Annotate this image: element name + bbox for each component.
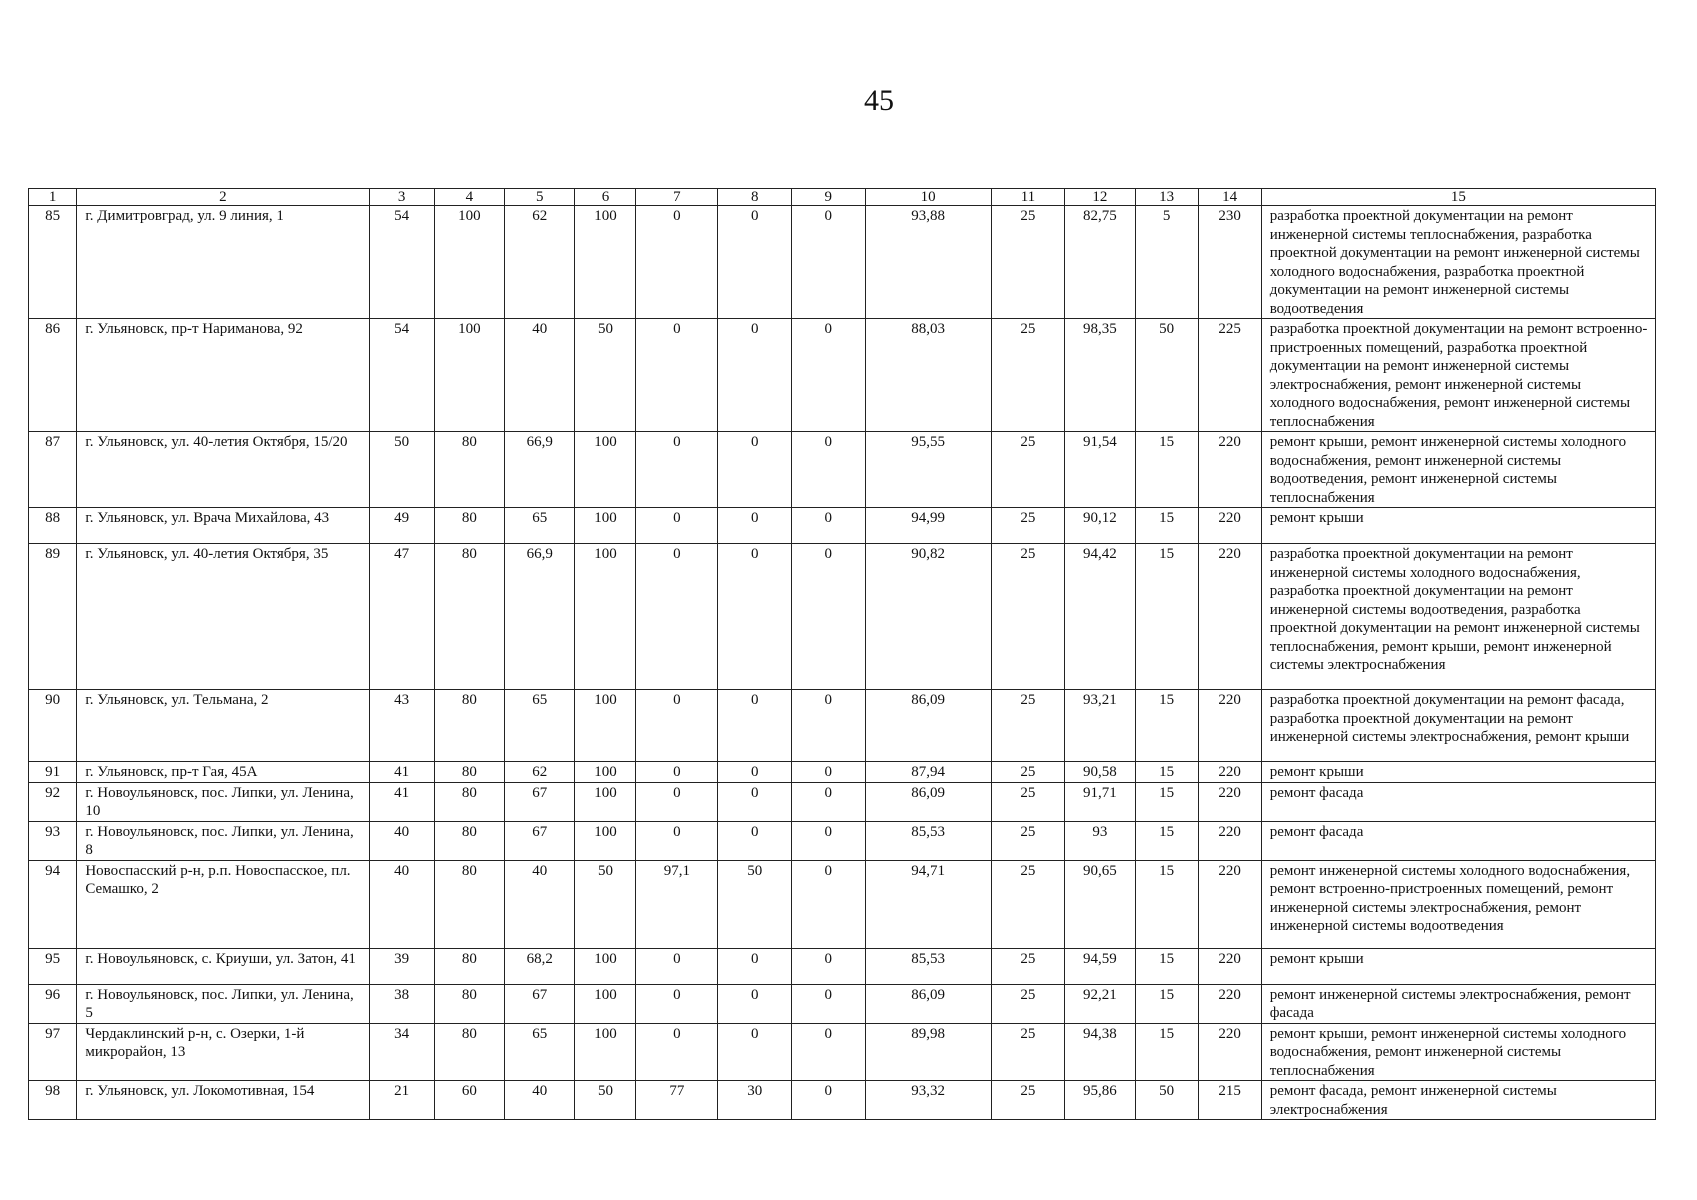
cell-c10: 93,32: [865, 1081, 991, 1120]
cell-c5: 66,9: [505, 544, 575, 690]
cell-works: ремонт инженерной системы холодного водоснабжения, ремонт встроенно-пристроенных помещений, ремонт инженерной системы электроснабжения, ремонт инженерной системы водоотведения: [1261, 860, 1655, 948]
cell-c14: 230: [1198, 206, 1261, 319]
column-header-7: 7: [636, 189, 718, 206]
cell-c8: 0: [718, 1023, 792, 1081]
cell-c10: 94,99: [865, 508, 991, 544]
cell-c11: 25: [991, 821, 1065, 860]
cell-c7: 0: [636, 206, 718, 319]
cell-c9: 0: [791, 762, 865, 783]
cell-c6: 50: [575, 319, 636, 432]
cell-c13: 15: [1135, 508, 1198, 544]
cell-c11: 25: [991, 544, 1065, 690]
cell-c13: 15: [1135, 1023, 1198, 1081]
cell-c13: 15: [1135, 782, 1198, 821]
cell-address: г. Ульяновск, ул. Врача Михайлова, 43: [77, 508, 369, 544]
cell-c14: 220: [1198, 821, 1261, 860]
cell-c9: 0: [791, 782, 865, 821]
cell-c5: 67: [505, 984, 575, 1023]
cell-c9: 0: [791, 508, 865, 544]
cell-row-number: 94: [29, 860, 77, 948]
header-row: [29, 189, 1656, 206]
cell-c3: 41: [369, 762, 434, 783]
cell-c9: 0: [791, 206, 865, 319]
cell-c3: 54: [369, 319, 434, 432]
cell-c11: 25: [991, 1023, 1065, 1081]
cell-c6: 100: [575, 948, 636, 984]
cell-c8: 0: [718, 984, 792, 1023]
column-header-15: 15: [1261, 189, 1655, 206]
cell-c13: 5: [1135, 206, 1198, 319]
cell-c11: 25: [991, 432, 1065, 508]
cell-works: ремонт крыши: [1261, 508, 1655, 544]
column-header-2: 2: [77, 189, 369, 206]
cell-address: г. Ульяновск, ул. 40-летия Октября, 15/20: [77, 432, 369, 508]
cell-c8: 0: [718, 782, 792, 821]
cell-c11: 25: [991, 690, 1065, 762]
cell-row-number: 96: [29, 984, 77, 1023]
cell-c4: 80: [434, 782, 504, 821]
cell-works: разработка проектной документации на ремонт инженерной системы холодного водоснабжения, разработка проектной документации на ремонт инженерной системы водоотведения, разработка проектной документации на ремонт инженерной системы теплоснабжения, ремонт крыши, ремонт инженерной системы электроснабжения: [1261, 544, 1655, 690]
table-row: [29, 1023, 1656, 1081]
cell-c10: 87,94: [865, 762, 991, 783]
cell-c13: 15: [1135, 821, 1198, 860]
cell-c9: 0: [791, 821, 865, 860]
cell-c4: 80: [434, 984, 504, 1023]
cell-c3: 41: [369, 782, 434, 821]
column-header-4: 4: [434, 189, 504, 206]
cell-c6: 50: [575, 1081, 636, 1120]
data-table: [28, 188, 1656, 1120]
cell-c13: 15: [1135, 432, 1198, 508]
cell-address: г. Ульяновск, ул. Тельмана, 2: [77, 690, 369, 762]
cell-c7: 0: [636, 782, 718, 821]
cell-c13: 50: [1135, 1081, 1198, 1120]
cell-c4: 80: [434, 508, 504, 544]
cell-c3: 50: [369, 432, 434, 508]
cell-c3: 40: [369, 860, 434, 948]
cell-c8: 0: [718, 821, 792, 860]
cell-c3: 39: [369, 948, 434, 984]
cell-c5: 62: [505, 206, 575, 319]
cell-c12: 90,58: [1065, 762, 1135, 783]
cell-c5: 66,9: [505, 432, 575, 508]
cell-address: Чердаклинский р-н, с. Озерки, 1-й микрорайон, 13: [77, 1023, 369, 1081]
cell-row-number: 89: [29, 544, 77, 690]
cell-c6: 50: [575, 860, 636, 948]
cell-works: разработка проектной документации на ремонт встроенно-пристроенных помещений, разработка проектной документации на ремонт инженерной системы электроснабжения, ремонт инженерной системы холодного водоснабжения, ремонт инженерной системы теплоснабжения: [1261, 319, 1655, 432]
cell-c3: 47: [369, 544, 434, 690]
cell-c12: 93: [1065, 821, 1135, 860]
cell-c10: 95,55: [865, 432, 991, 508]
cell-address: г. Ульяновск, ул. Локомотивная, 154: [77, 1081, 369, 1120]
cell-c14: 220: [1198, 782, 1261, 821]
cell-row-number: 86: [29, 319, 77, 432]
column-header-8: 8: [718, 189, 792, 206]
cell-c6: 100: [575, 782, 636, 821]
table-row: [29, 508, 1656, 544]
cell-c11: 25: [991, 206, 1065, 319]
cell-c5: 40: [505, 1081, 575, 1120]
cell-c11: 25: [991, 508, 1065, 544]
cell-c13: 15: [1135, 984, 1198, 1023]
cell-c8: 0: [718, 762, 792, 783]
column-header-12: 12: [1065, 189, 1135, 206]
cell-c10: 85,53: [865, 948, 991, 984]
cell-c10: 86,09: [865, 690, 991, 762]
cell-address: г. Новоульяновск, с. Криуши, ул. Затон, 41: [77, 948, 369, 984]
cell-c7: 0: [636, 319, 718, 432]
cell-c11: 25: [991, 319, 1065, 432]
cell-c7: 0: [636, 762, 718, 783]
cell-c11: 25: [991, 762, 1065, 783]
cell-c9: 0: [791, 1081, 865, 1120]
cell-c12: 91,54: [1065, 432, 1135, 508]
cell-c5: 40: [505, 860, 575, 948]
cell-c11: 25: [991, 782, 1065, 821]
cell-c7: 0: [636, 1023, 718, 1081]
cell-c11: 25: [991, 984, 1065, 1023]
cell-c5: 68,2: [505, 948, 575, 984]
cell-c8: 0: [718, 206, 792, 319]
cell-c10: 85,53: [865, 821, 991, 860]
cell-c13: 15: [1135, 690, 1198, 762]
cell-c7: 77: [636, 1081, 718, 1120]
column-header-1: 1: [29, 189, 77, 206]
cell-c12: 91,71: [1065, 782, 1135, 821]
cell-c14: 225: [1198, 319, 1261, 432]
cell-row-number: 98: [29, 1081, 77, 1120]
cell-c6: 100: [575, 762, 636, 783]
cell-c3: 38: [369, 984, 434, 1023]
data-table-container: [28, 188, 1656, 1120]
cell-c4: 60: [434, 1081, 504, 1120]
table-row: [29, 821, 1656, 860]
cell-c5: 65: [505, 690, 575, 762]
cell-c7: 0: [636, 948, 718, 984]
cell-c12: 94,59: [1065, 948, 1135, 984]
cell-c14: 220: [1198, 1023, 1261, 1081]
cell-address: г. Ульяновск, пр-т Нариманова, 92: [77, 319, 369, 432]
cell-c12: 92,21: [1065, 984, 1135, 1023]
cell-c10: 86,09: [865, 984, 991, 1023]
table-row: [29, 319, 1656, 432]
cell-c12: 90,65: [1065, 860, 1135, 948]
cell-c6: 100: [575, 821, 636, 860]
cell-address: г. Ульяновск, ул. 40-летия Октября, 35: [77, 544, 369, 690]
cell-c10: 93,88: [865, 206, 991, 319]
cell-row-number: 85: [29, 206, 77, 319]
cell-row-number: 95: [29, 948, 77, 984]
cell-c14: 220: [1198, 762, 1261, 783]
table-row: [29, 762, 1656, 783]
cell-row-number: 92: [29, 782, 77, 821]
cell-works: ремонт фасада, ремонт инженерной системы электроснабжения: [1261, 1081, 1655, 1120]
cell-c14: 220: [1198, 432, 1261, 508]
column-header-5: 5: [505, 189, 575, 206]
cell-c13: 15: [1135, 948, 1198, 984]
cell-c11: 25: [991, 948, 1065, 984]
page-number: 45: [864, 84, 894, 117]
cell-c14: 220: [1198, 948, 1261, 984]
cell-c7: 0: [636, 508, 718, 544]
cell-c10: 94,71: [865, 860, 991, 948]
cell-c12: 98,35: [1065, 319, 1135, 432]
table-row: [29, 544, 1656, 690]
cell-c14: 220: [1198, 690, 1261, 762]
cell-c12: 82,75: [1065, 206, 1135, 319]
cell-row-number: 87: [29, 432, 77, 508]
cell-c7: 0: [636, 690, 718, 762]
cell-c8: 0: [718, 690, 792, 762]
cell-works: ремонт крыши: [1261, 762, 1655, 783]
column-header-6: 6: [575, 189, 636, 206]
column-header-3: 3: [369, 189, 434, 206]
cell-c5: 67: [505, 821, 575, 860]
cell-c14: 220: [1198, 544, 1261, 690]
cell-c4: 80: [434, 432, 504, 508]
cell-c4: 80: [434, 860, 504, 948]
cell-c3: 49: [369, 508, 434, 544]
cell-c3: 40: [369, 821, 434, 860]
cell-c4: 80: [434, 948, 504, 984]
table-row: [29, 860, 1656, 948]
cell-c3: 34: [369, 1023, 434, 1081]
cell-c9: 0: [791, 948, 865, 984]
cell-c4: 80: [434, 690, 504, 762]
cell-c4: 100: [434, 206, 504, 319]
table-row: [29, 984, 1656, 1023]
cell-row-number: 88: [29, 508, 77, 544]
cell-c6: 100: [575, 690, 636, 762]
cell-works: ремонт фасада: [1261, 782, 1655, 821]
cell-c11: 25: [991, 1081, 1065, 1120]
cell-c9: 0: [791, 860, 865, 948]
table-header: [29, 189, 1656, 206]
cell-c8: 0: [718, 432, 792, 508]
cell-c9: 0: [791, 544, 865, 690]
cell-c10: 90,82: [865, 544, 991, 690]
cell-c6: 100: [575, 432, 636, 508]
column-header-14: 14: [1198, 189, 1261, 206]
cell-works: ремонт крыши: [1261, 948, 1655, 984]
cell-c3: 54: [369, 206, 434, 319]
cell-c12: 90,12: [1065, 508, 1135, 544]
column-header-10: 10: [865, 189, 991, 206]
table-body: [29, 206, 1656, 1120]
cell-c6: 100: [575, 206, 636, 319]
cell-c14: 220: [1198, 508, 1261, 544]
cell-address: г. Новоульяновск, пос. Липки, ул. Ленина, 10: [77, 782, 369, 821]
table-row: [29, 690, 1656, 762]
cell-address: г. Новоульяновск, пос. Липки, ул. Ленина, 5: [77, 984, 369, 1023]
cell-c11: 25: [991, 860, 1065, 948]
table-row: [29, 782, 1656, 821]
cell-c6: 100: [575, 1023, 636, 1081]
table-row: [29, 432, 1656, 508]
cell-c4: 80: [434, 762, 504, 783]
cell-address: Новоспасский р-н, р.п. Новоспасское, пл. Семашко, 2: [77, 860, 369, 948]
cell-c5: 65: [505, 1023, 575, 1081]
cell-address: г. Ульяновск, пр-т Гая, 45А: [77, 762, 369, 783]
cell-c12: 94,38: [1065, 1023, 1135, 1081]
cell-c9: 0: [791, 432, 865, 508]
cell-c4: 80: [434, 1023, 504, 1081]
cell-c7: 97,1: [636, 860, 718, 948]
cell-c13: 50: [1135, 319, 1198, 432]
cell-row-number: 93: [29, 821, 77, 860]
cell-address: г. Новоульяновск, пос. Липки, ул. Ленина, 8: [77, 821, 369, 860]
table-row: [29, 1081, 1656, 1120]
cell-c10: 88,03: [865, 319, 991, 432]
cell-c14: 220: [1198, 984, 1261, 1023]
cell-works: ремонт фасада: [1261, 821, 1655, 860]
cell-c6: 100: [575, 544, 636, 690]
cell-c5: 40: [505, 319, 575, 432]
cell-c8: 0: [718, 544, 792, 690]
cell-address: г. Димитровград, ул. 9 линия, 1: [77, 206, 369, 319]
cell-c9: 0: [791, 984, 865, 1023]
cell-c8: 50: [718, 860, 792, 948]
cell-c8: 0: [718, 948, 792, 984]
cell-works: разработка проектной документации на ремонт инженерной системы теплоснабжения, разработка проектной документации на ремонт инженерной системы холодного водоснабжения, разработка проектной документации на ремонт инженерной системы водоотведения: [1261, 206, 1655, 319]
cell-c7: 0: [636, 984, 718, 1023]
cell-c13: 15: [1135, 544, 1198, 690]
cell-c10: 86,09: [865, 782, 991, 821]
cell-c9: 0: [791, 319, 865, 432]
cell-c13: 15: [1135, 762, 1198, 783]
cell-works: ремонт крыши, ремонт инженерной системы холодного водоснабжения, ремонт инженерной системы водоотведения, ремонт инженерной системы теплоснабжения: [1261, 432, 1655, 508]
cell-c6: 100: [575, 508, 636, 544]
cell-works: ремонт инженерной системы электроснабжения, ремонт фасада: [1261, 984, 1655, 1023]
cell-c12: 95,86: [1065, 1081, 1135, 1120]
cell-c7: 0: [636, 821, 718, 860]
cell-row-number: 97: [29, 1023, 77, 1081]
cell-c10: 89,98: [865, 1023, 991, 1081]
cell-works: разработка проектной документации на ремонт фасада, разработка проектной документации на ремонт инженерной системы электроснабжения, ремонт крыши: [1261, 690, 1655, 762]
cell-c14: 215: [1198, 1081, 1261, 1120]
cell-c8: 0: [718, 508, 792, 544]
cell-c5: 62: [505, 762, 575, 783]
cell-c14: 220: [1198, 860, 1261, 948]
cell-c7: 0: [636, 544, 718, 690]
column-header-9: 9: [791, 189, 865, 206]
cell-c13: 15: [1135, 860, 1198, 948]
cell-c3: 43: [369, 690, 434, 762]
cell-c9: 0: [791, 1023, 865, 1081]
cell-c5: 65: [505, 508, 575, 544]
cell-c9: 0: [791, 690, 865, 762]
cell-c3: 21: [369, 1081, 434, 1120]
column-header-13: 13: [1135, 189, 1198, 206]
cell-c8: 0: [718, 319, 792, 432]
column-header-11: 11: [991, 189, 1065, 206]
cell-works: ремонт крыши, ремонт инженерной системы холодного водоснабжения, ремонт инженерной системы теплоснабжения: [1261, 1023, 1655, 1081]
cell-row-number: 91: [29, 762, 77, 783]
cell-c12: 93,21: [1065, 690, 1135, 762]
cell-c4: 100: [434, 319, 504, 432]
cell-row-number: 90: [29, 690, 77, 762]
table-row: [29, 948, 1656, 984]
cell-c12: 94,42: [1065, 544, 1135, 690]
cell-c4: 80: [434, 821, 504, 860]
cell-c8: 30: [718, 1081, 792, 1120]
cell-c6: 100: [575, 984, 636, 1023]
cell-c4: 80: [434, 544, 504, 690]
cell-c5: 67: [505, 782, 575, 821]
table-row: [29, 206, 1656, 319]
cell-c7: 0: [636, 432, 718, 508]
